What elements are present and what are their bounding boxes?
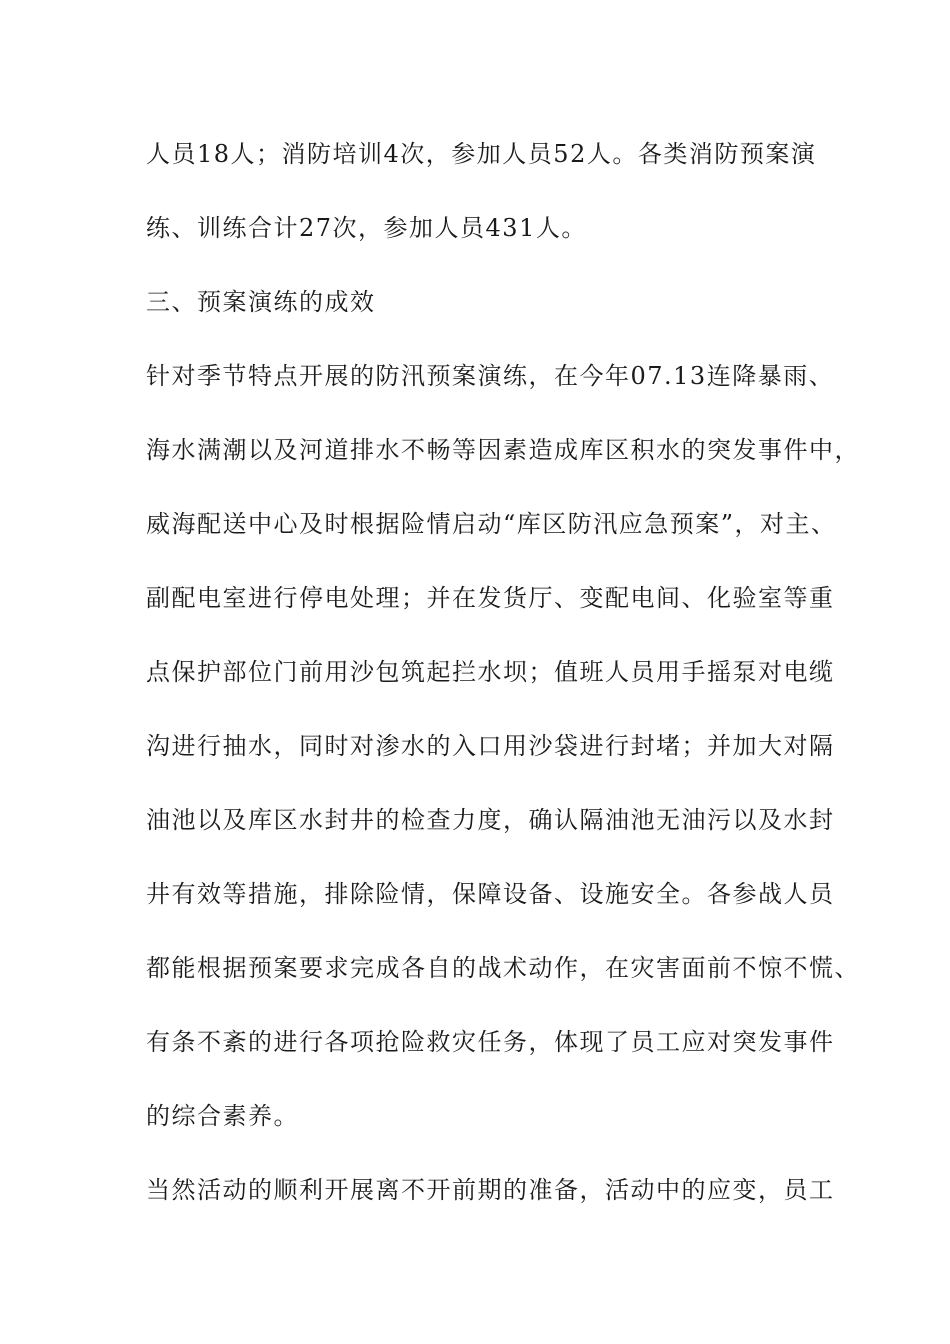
- text-line-7: 点保护部位门前用沙包筑起拦水坝；值班人员用手摇泵对电缆: [146, 658, 835, 686]
- text-line-4: 海水满潮以及河道排水不畅等因素造成库区积水的突发事件中，: [146, 436, 860, 464]
- text-line-2: 练、训练合计27次，参加人员431人。: [146, 214, 587, 242]
- text-line-1: 人员18人；消防培训4次，参加人员52人。各类消防预案演: [146, 140, 817, 168]
- text-line-6: 副配电室进行停电处理；并在发货厅、变配电间、化验室等重: [146, 584, 835, 612]
- text-line-10: 井有效等措施，排除险情，保障设备、设施安全。各参战人员: [146, 880, 835, 908]
- text-line-14: 当然活动的顺利开展离不开前期的准备，活动中的应变，员工: [146, 1176, 835, 1204]
- text-line-13: 的综合素养。: [146, 1102, 299, 1130]
- text-line-9: 油池以及库区水封井的检查力度，确认隔油池无油污以及水封: [146, 806, 835, 834]
- text-line-12: 有条不紊的进行各项抢险救灾任务，体现了员工应对突发事件: [146, 1028, 835, 1056]
- text-line-3: 针对季节特点开展的防汛预案演练，在今年07.13连降暴雨、: [146, 362, 835, 390]
- text-line-8: 沟进行抽水，同时对渗水的入口用沙袋进行封堵；并加大对隔: [146, 732, 835, 760]
- text-line-5: 威海配送中心及时根据险情启动“库区防汛应急预案”，对主、: [146, 510, 837, 538]
- text-line-11: 都能根据预案要求完成各自的战术动作，在灾害面前不惊不慌、: [146, 954, 860, 982]
- section-heading: 三、预案演练的成效: [146, 288, 376, 316]
